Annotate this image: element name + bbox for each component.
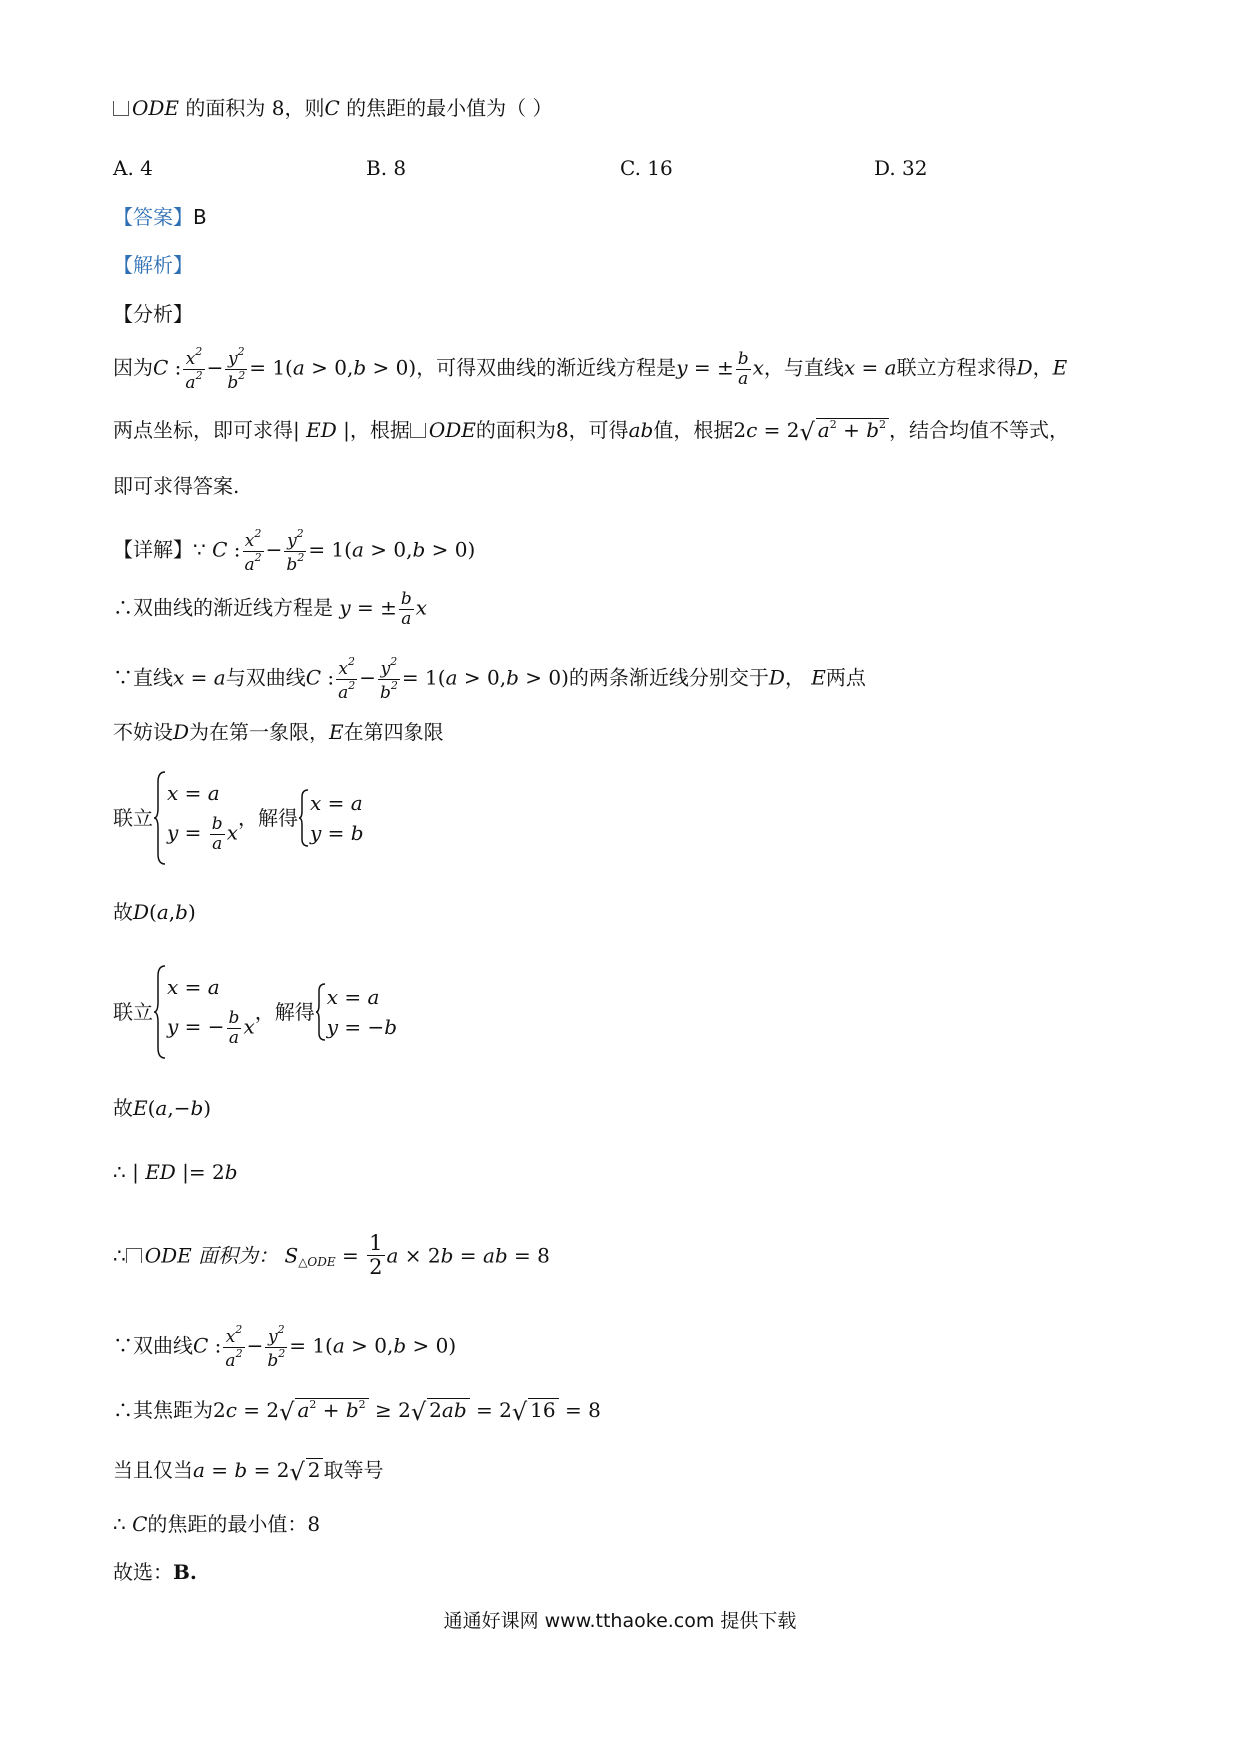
point-e-line: 故E(a,−b) [113,1096,212,1120]
analysis-p1-b: ，可得双曲线的渐近线方程是 [416,355,677,380]
choice-d: D. 32 [874,156,928,180]
system-1: 联立 x = a y = $\frac{b}{a}$ x ，解得 x = a y = b [113,770,364,866]
focal-line: ∴其焦距为2c = 2√ $a^2 + b^2 \ge 2√$ 2ab = 2√ 16 = 8 [113,1398,601,1426]
because-symbol: ∵ [113,1333,133,1358]
area-text: ODE 面积为： [144,1243,279,1268]
triangle-placeholder-icon [410,423,426,438]
gu-2: 故 [113,1096,133,1120]
jiede-1: ，解得 [237,806,298,830]
fenxi-tag-line [113,302,193,326]
detail-line3-d: ， [784,665,805,690]
analysis-p2-a: 两点坐标，即可求得 [113,418,293,442]
final-a: 故选： [113,1560,173,1584]
detail-tag: 【详解】 [113,537,193,562]
therefore-symbol: ∴ [113,1512,126,1536]
ed-length-line: ∴ | ED |= 2b [113,1160,238,1184]
analysis-p2-b: ，根据 [349,418,410,442]
stem-triangle-name: ODE [132,96,180,120]
detail-asymptote-text: 双曲线的渐近线方程是 [133,595,333,620]
analysis-line-1: 因为C : $\frac{x^2}{a^2}$ − $\frac{y^2}{b^2}$ = 1(a > 0,b > 0)，可得双曲线的渐近线方程是y = ± $\frac{b}{a}$ x，与直线x = a联立方程求得D，E [113,345,1068,393]
left-brace-icon [153,964,167,1060]
analysis-p2-e: 值，根据 [653,418,734,442]
area-line: ∴ ODE 面积为： $S_{\triangle ODE}$ = $\frac{1}{2}$ a × 2b = ab = 8 [113,1231,550,1280]
answer-tag: 【答案】 [113,205,193,229]
left-brace-icon [315,982,327,1042]
analysis-tag-line [113,253,193,277]
therefore-symbol: ∴ [113,1398,133,1422]
analysis-p2-c: 的面积为 [475,418,556,442]
because-symbol: ∵ [113,665,133,690]
point-d-line: 故D(a,b) [113,900,196,924]
answer-value: B [193,205,207,229]
detail-line3-b: 与双曲线 [225,665,306,690]
analysis-p2-d: ，可得 [568,418,629,442]
detail-line3-e: 两点 [825,665,866,690]
triangle-placeholder-icon [126,1248,142,1263]
choice-a: A. 4 [113,156,153,180]
final-line [113,1560,197,1584]
detail-line-2: ∴双曲线的渐近线方程是 y = ± $\frac{b}{a}$ x [113,589,428,629]
detail-line4-c: 在第四象限 [343,720,444,744]
page-footer: 通通好课网 www.tthaoke.com 提供下载 [443,1610,797,1632]
jiede-2: ，解得 [254,1000,315,1024]
left-brace-icon [298,788,310,848]
analysis-p2-f: ，结合均值不等式， [889,418,1070,442]
choice-c: C. 16 [620,156,673,180]
left-brace-icon [153,770,167,866]
analysis-p1-c: ，与直线 [763,355,844,380]
min-value: 8 [307,1512,321,1536]
detail-line4-a: 不妨设 [113,720,173,744]
detail-line4-b: 为在第一象限， [189,720,330,744]
choice-b: B. 8 [366,156,407,180]
analysis-p1-e: ， [1032,355,1053,380]
hyperbola-line: ∵双曲线C : $\frac{x^2}{a^2}$ − $\frac{y^2}{b^2}$ = 1(a > 0,b > 0) [113,1323,457,1371]
stem-suffix: 的焦距的最小值为（ ） [339,96,553,120]
detail-line-1: 【详解】∵ C : $\frac{x^2}{a^2}$ − $\frac{y^2}{b^2}$ = 1(a > 0,b > 0) [113,527,476,575]
equality-line: 当且仅当a = b = 2√ 2 取等号 [113,1458,384,1486]
analysis-line-2: 两点坐标，即可求得| ED |，根据 ODE的面积为8，可得ab值，根据2c = 2√ $a^2 + b^2$ ，结合均值不等式， [113,418,1070,446]
hyperbola-text: 双曲线 [133,1333,193,1358]
min-value-line: ∴ C的焦距的最小值：8 [113,1512,321,1536]
analysis-p1-d: 联立方程求得 [896,355,1017,380]
lianli-2: 联立 [113,1000,153,1024]
triangle-placeholder-icon [113,101,129,116]
system-2: 联立 x = a y = − $\frac{b}{a}$ x ，解得 x = a y = −b [113,964,397,1060]
detail-line-4: 不妨设D为在第一象限，E在第四象限 [113,720,444,744]
equality-b: 取等号 [323,1458,384,1482]
answer-line [113,205,207,229]
therefore-symbol: ∴ [113,1160,126,1184]
final-b: B. [173,1560,197,1584]
min-text: 的焦距的最小值： [147,1512,308,1536]
gu-1: 故 [113,900,133,924]
detail-line3-a: 直线 [133,665,173,690]
detail-line3-c: 的两条渐近线分别交于 [568,665,769,690]
detail-line-3: ∵直线x = a与双曲线C : $\frac{x^2}{a^2}$ − $\frac{y^2}{b^2}$ = 1(a > 0,b > 0)的两条渐近线分别交于D， E两点 [113,655,866,703]
analysis-p1-a: 因为 [113,355,153,380]
therefore-symbol: ∴ [113,1243,126,1268]
because-symbol: ∵ [193,537,206,562]
therefore-symbol: ∴ [113,595,133,620]
stem-area-text: 的面积为 8，则 [179,96,325,120]
analysis-line-3: 即可求得答案. [113,474,240,498]
fenxi-tag: 【分析】 [113,302,193,326]
analysis-tag: 【解析】 [113,253,193,277]
question-stem [113,96,553,120]
stem-c: C [324,96,340,120]
lianli-1: 联立 [113,806,153,830]
focal-text: 其焦距为 [133,1398,213,1422]
equality-a: 当且仅当 [113,1458,193,1482]
